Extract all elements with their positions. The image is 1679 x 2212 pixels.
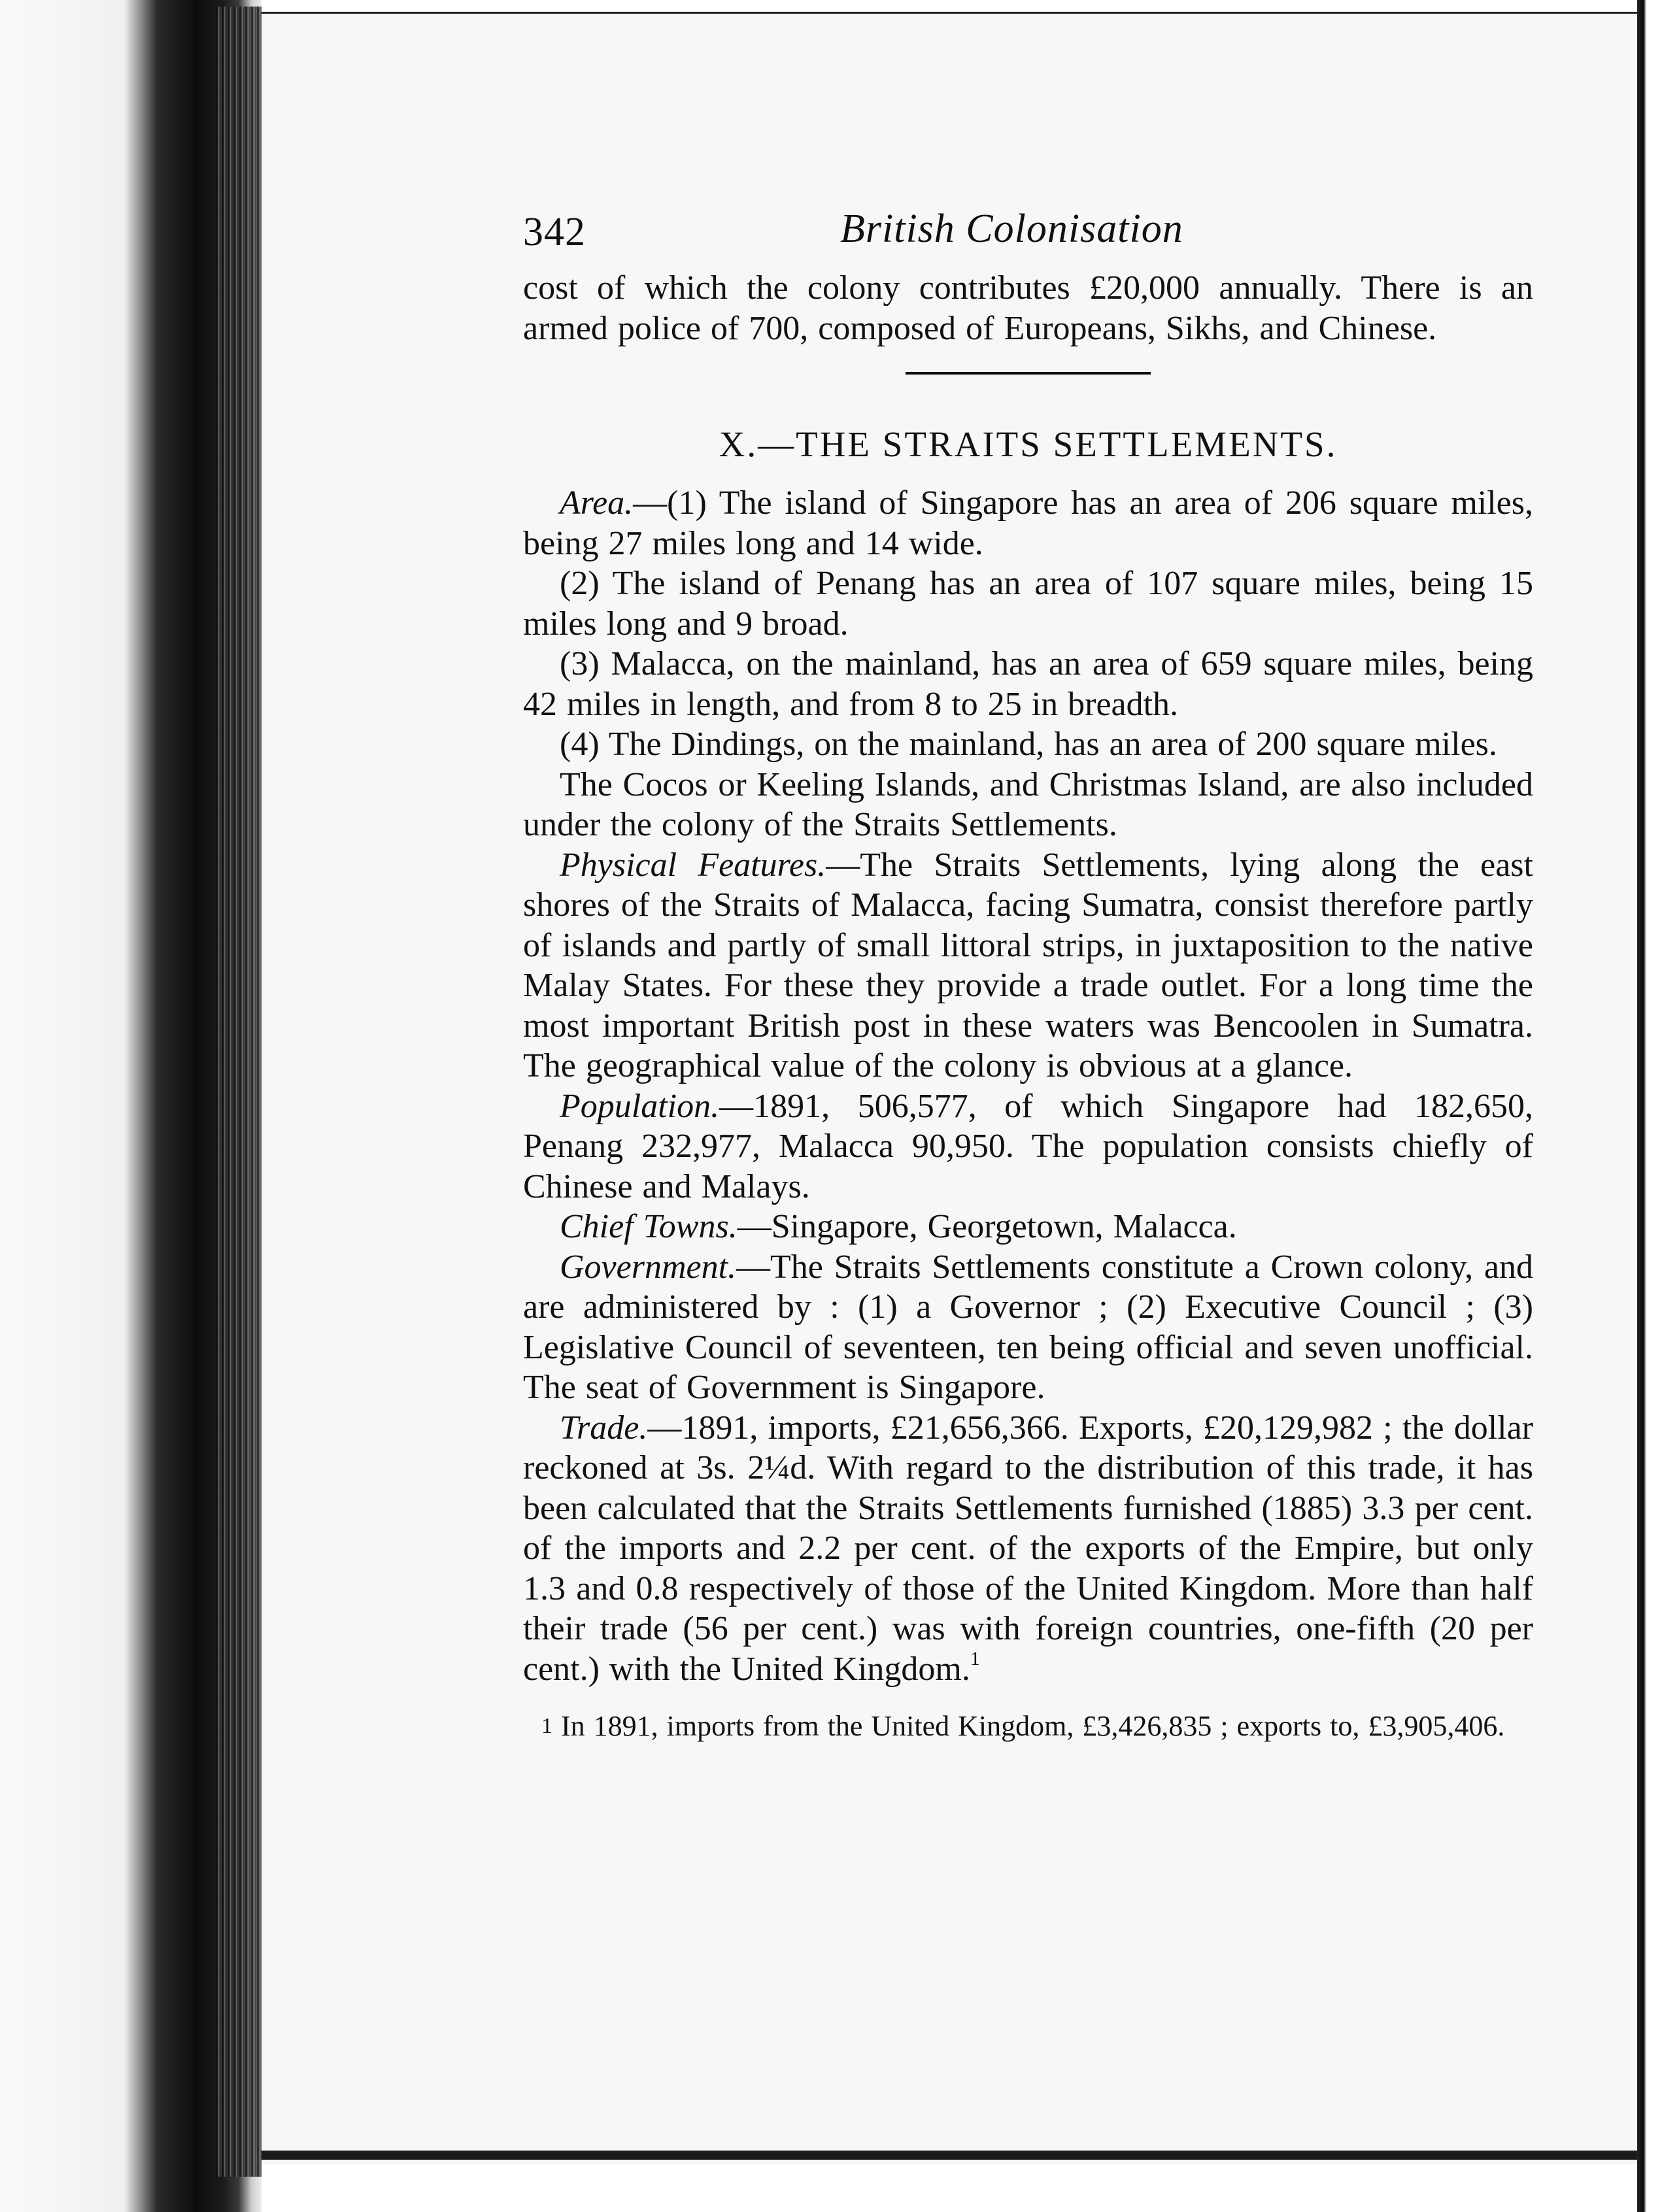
footnote-text: In 1891, imports from the United Kingdom, £3,426,835 ; exports to, £3,905,406. xyxy=(552,1710,1505,1742)
paragraph-lead-trade: Trade. xyxy=(560,1409,648,1447)
paragraph-malacca: (3) Malacca, on the mainland, has an area of 659 square miles, being 42 miles in length, and from 8 to 25 in breadth. xyxy=(523,645,1533,723)
paragraph-text-chief-towns: —Singapore, Georgetown, Malacca. xyxy=(737,1208,1237,1245)
section-divider xyxy=(906,372,1151,375)
page-number: 342 xyxy=(523,210,586,254)
paragraph-lead-government: Government. xyxy=(560,1248,737,1286)
paragraph-lead-physical-features: Physical Features. xyxy=(560,846,826,884)
paragraph-text-population: —1891, 506,577, of which Singapore had 182,650, Penang 232,977, Malacca 90,950. The population consists chiefly of Chinese and Malays. xyxy=(523,1087,1533,1205)
paragraph-lead-chief-towns: Chief Towns. xyxy=(560,1208,738,1245)
running-title: British Colonisation xyxy=(840,207,1183,251)
paragraph-trade xyxy=(523,1408,1533,1690)
footnote-marker: 1 xyxy=(541,1714,552,1738)
running-head xyxy=(523,196,1533,268)
footnote xyxy=(523,1707,1533,1745)
footnote-reference[interactable]: 1 xyxy=(970,1647,980,1669)
paragraph-text-government: —The Straits Settlements constitute a Crown colony, and are administered by : (1) a Governor ; (2) Executive Council ; (3) Legislative Council of seventeen, ten being official and seven unofficial. The seat of Government is Singapore. xyxy=(523,1248,1533,1406)
paragraph-text-trade: —1891, imports, £21,656,366. Exports, £20,129,982 ; the dollar reckoned at 3s. 2¼d. With regard to the distribution of this trade, it has been calculated that the Straits Settlements furnished (1885) 3.3 per cent. of the imports and 2.2 per cent. of the exports of the Empire, but only 1.3 and 0.8 respectively of those of the United Kingdom. More than half their trade (56 per cent.) was with foreign countries, one-fifth (20 per cent.) with the United Kingdom. xyxy=(523,1409,1533,1688)
paragraph-lead-population: Population. xyxy=(560,1087,720,1125)
paragraph-text-area: —(1) The island of Singapore has an area of 206 square miles, being 27 miles long and 14 wide. xyxy=(523,484,1533,562)
paragraph-chief-towns xyxy=(523,1207,1533,1247)
paragraph-government xyxy=(523,1247,1533,1408)
paragraph-population xyxy=(523,1086,1533,1207)
right-page-edge xyxy=(1637,0,1679,2212)
page-content xyxy=(523,196,1533,1745)
paragraph-physical-features xyxy=(523,845,1533,1086)
paragraph-dindings: (4) The Dindings, on the mainland, has an area of 200 square miles. xyxy=(560,726,1497,763)
paragraph-text-physical-features: —The Straits Settlements, lying along the east shores of the Straits of Malacca, facing Sumatra, consist therefore partly of islands and partly of small littoral strips, in juxtaposition to the native Malay States. For these they provide a trade outlet. For a long time the most important British post in these waters was Bencoolen in Sumatra. The geographical value of the colony is obvious at a glance. xyxy=(523,846,1533,1084)
section-heading: X.—THE STRAITS SETTLEMENTS. xyxy=(719,424,1338,464)
paragraph-area xyxy=(523,483,1533,563)
paragraph-lead-area: Area. xyxy=(560,484,634,522)
paragraph-cocos: The Cocos or Keeling Islands, and Christmas Island, are also included under the colony of the Straits Settlements. xyxy=(523,765,1533,843)
page-edges xyxy=(216,7,262,2177)
paragraph-penang: (2) The island of Penang has an area of 107 square miles, being 15 miles long and 9 broad. xyxy=(523,565,1533,643)
intro-paragraph: cost of which the colony contributes £20,000 annually. There is an armed police of 700, composed of Europeans, Sikhs, and Chinese. xyxy=(523,269,1533,347)
bottom-page-edge xyxy=(262,2151,1637,2160)
